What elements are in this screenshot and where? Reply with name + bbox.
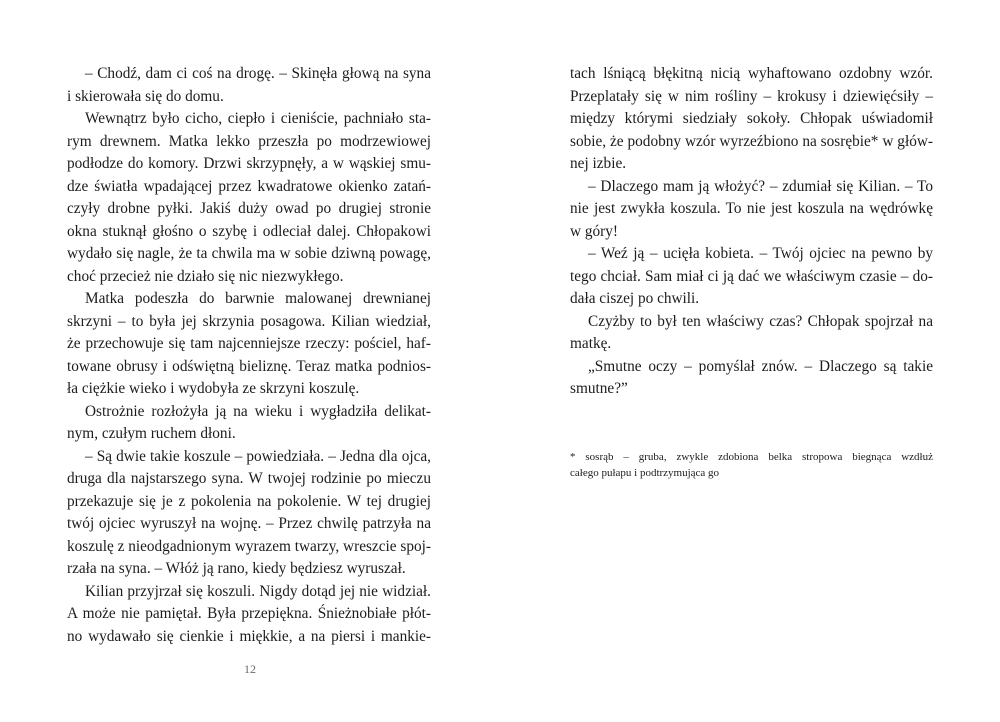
text-line: no wydawało się cienkie i miękkie, a na piersi i mankie- (67, 627, 431, 645)
text-line: choć przecież nie działo się nic niezwykłego. (67, 267, 344, 285)
text-line: nie jest zwykła koszula. To nie jest koszula na wędrówkę (570, 200, 933, 217)
paragraph (570, 176, 933, 244)
text-line: dała ciszej po chwili. (570, 290, 700, 307)
page-number: 12 (244, 662, 256, 676)
text-line: tego chciał. Sam miał ci ją dać we właściwym czasie – do- (570, 267, 933, 285)
text-line: rzała na syna. – Włóż ją rano, kiedy będziesz wyruszał. (67, 560, 406, 577)
text-line: – Są dwie takie koszule – powiedziała. – Jedna dla ojca, (85, 447, 431, 465)
paragraph (570, 63, 933, 176)
text-line: wydało się nagle, że ta chwila ma w sobie dziwną powagę, (67, 245, 431, 262)
text-line: Matka podeszła do barwnie malowanej drewnianej (85, 290, 431, 307)
footnote-line: * sosrąb – gruba, zwykle zdobiona belka stropowa biegnąca wzdłuż (570, 451, 933, 463)
text-line: sobie, że podobny wzór wyrzeźbiono na sosrębie* w głów- (570, 132, 933, 150)
paragraph (67, 108, 431, 288)
text-line: smutne?” (570, 380, 628, 397)
text-line: towane obrusy i odświętną bieliznę. Teraz matka podnios- (67, 357, 431, 375)
text-line: Ostrożnie rozłożyła ją na wieku i wygładziła delikat- (85, 402, 431, 420)
text-line: matkę. (570, 335, 612, 352)
text-line: tach lśniącą błękitną nicią wyhaftowano ozdobny wzór. (570, 65, 933, 82)
paragraph (570, 311, 933, 356)
paragraph (67, 288, 431, 401)
text-line: ła ciężkie wieko i wydobyła ze skrzyni koszulę. (67, 380, 360, 397)
text-line: twój ojciec wyruszył na wojnę. – Przez chwilę patrzyła na (67, 515, 431, 532)
left-text-column (67, 63, 431, 648)
text-line: druga dla najstarszego syna. W twojej rodzinie po mieczu (67, 470, 431, 487)
paragraph (570, 356, 933, 401)
text-line: Przeplatały się w nim rośliny – krokusy i dziewięćsiły – (570, 87, 933, 105)
paragraph (570, 243, 933, 311)
text-line: skrzyni – to była jej skrzynia posagowa. Kilian wiedział, (67, 312, 431, 330)
text-line: nej izbie. (570, 155, 627, 172)
paragraph (67, 446, 431, 581)
text-line: przekazuje się je z pokolenia na pokolenie. W tej drugiej (67, 492, 431, 510)
footnote-line: całego pułapu i podtrzymująca go (570, 467, 720, 479)
footnote (570, 449, 933, 481)
right-text-column (570, 63, 933, 401)
text-line: w góry! (570, 222, 619, 240)
text-line: i skierowała się do domu. (67, 87, 224, 105)
right-page (500, 0, 1000, 722)
text-line: – Chodź, dam ci coś na drogę. – Skinęła głową na syna (85, 65, 431, 82)
text-line: między którymi siedziały sokoły. Chłopak uświadomił (570, 110, 933, 127)
text-line: Wewnątrz było cicho, ciepło i cieniście, pachniało sta- (85, 110, 431, 127)
text-line: Kilian przyjrzał się koszuli. Nigdy dotąd jej nie widział. (85, 582, 431, 600)
text-line: nym, czułym ruchem dłoni. (67, 425, 236, 442)
text-line: A może nie pamiętał. Była przepiękna. Śnieżnobiałe płót- (67, 605, 431, 622)
text-line: czyły drobne pyłki. Jakiś duży owad po drugiej stronie (67, 200, 431, 217)
paragraph (67, 581, 431, 649)
text-line: „Smutne oczy – pomyślał znów. – Dlaczego są takie (588, 357, 933, 375)
text-line: dze światła wpadającej przez kwadratowe okienko zatań- (67, 177, 431, 195)
text-line: Czyżby to był ten właściwy czas? Chłopak spojrzał na (588, 312, 933, 330)
paragraph (67, 63, 431, 108)
text-line: – Weź ją – ucięła kobieta. – Twój ojciec na pewno by (588, 245, 933, 262)
text-line: okna stuknął głośno o szybę i odleciał dalej. Chłopakowi (67, 222, 431, 240)
text-line: rym drewnem. Matka lekko przeszła po modrzewiowej (67, 132, 431, 150)
text-line: – Dlaczego mam ją włożyć? – zdumiał się Kilian. – To (588, 177, 933, 195)
text-line: że przechowuje się tam najcenniejsze rzeczy: pościel, haf- (67, 335, 431, 352)
text-line: koszulę z nieodgadnionym wyrazem twarzy, wreszcie spoj- (67, 537, 431, 555)
paragraph (67, 401, 431, 446)
text-line: podłodze do komory. Drzwi skrzypnęły, a w wąskiej smu- (67, 155, 431, 172)
